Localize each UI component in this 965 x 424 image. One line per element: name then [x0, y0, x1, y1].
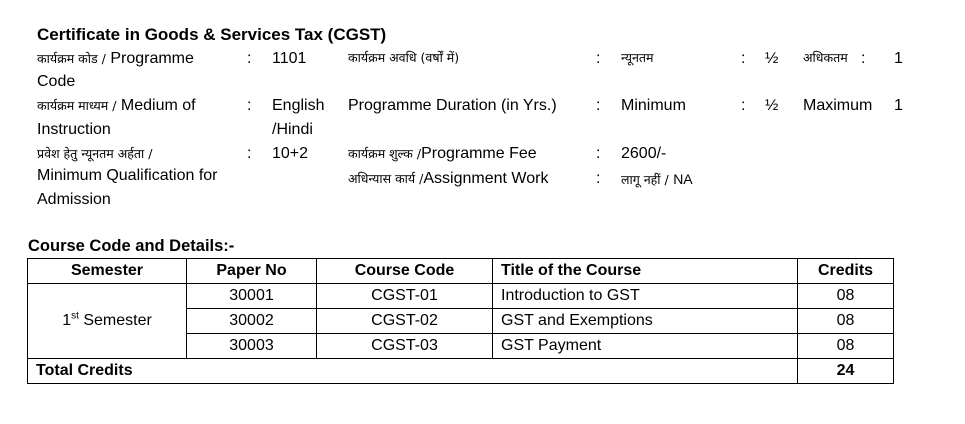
medium-label-cont: Instruction — [37, 121, 111, 138]
colon: : — [596, 50, 601, 67]
qualification-value: 10+2 — [272, 145, 309, 162]
duration-label-en: Programme Duration (in Yrs.) — [348, 97, 557, 114]
colon: : — [596, 170, 601, 187]
page-title: Certificate in Goods & Services Tax (CGST) — [37, 25, 387, 44]
fee-label-en: Programme Fee — [421, 145, 537, 162]
paper-no-cell: 30002 — [187, 309, 317, 334]
semester-suffix: st — [71, 310, 79, 322]
course-section-title: Course Code and Details:- — [28, 237, 235, 255]
fee-label — [348, 142, 537, 166]
duration-min-label-hi: न्यूनतम — [621, 50, 654, 65]
credits-cell: 08 — [798, 334, 894, 359]
total-credits-label: Total Credits — [28, 359, 798, 384]
assignment-value-en: NA — [673, 171, 693, 187]
assignment-label-en: Assignment Work — [423, 170, 549, 187]
assignment-label — [348, 167, 548, 191]
assignment-value — [621, 167, 693, 192]
colon: : — [861, 50, 866, 67]
course-code-cell: CGST-03 — [317, 334, 493, 359]
medium-value: English — [272, 97, 325, 114]
medium-label-hi: कार्यक्रम माध्यम / — [37, 98, 117, 113]
duration-max-value-2: 1 — [894, 97, 903, 114]
header-semester: Semester — [28, 259, 187, 284]
duration-max-label-en: Maximum — [803, 97, 873, 114]
course-code-cell: CGST-01 — [317, 284, 493, 309]
colon: : — [741, 97, 746, 114]
table-header-row — [28, 259, 894, 284]
header-paper-no: Paper No — [187, 259, 317, 284]
duration-min-value: ½ — [765, 50, 779, 67]
colon: : — [596, 97, 601, 114]
total-credits-value: 24 — [798, 359, 894, 384]
colon: : — [247, 97, 252, 114]
course-code-cell: CGST-02 — [317, 309, 493, 334]
duration-max-value: 1 — [894, 50, 903, 67]
programme-code-label-cont: Code — [37, 73, 76, 90]
credits-cell: 08 — [798, 284, 894, 309]
programme-code-label-hi: कार्यक्रम कोड / — [37, 51, 106, 66]
programme-code-label-en: Programme — [110, 50, 194, 67]
course-title-cell: GST Payment — [493, 334, 798, 359]
programme-code-value: 1101 — [272, 50, 307, 67]
fee-value: 2600/- — [621, 145, 667, 162]
header-course-code: Course Code — [317, 259, 493, 284]
medium-label — [37, 94, 196, 118]
programme-code-label — [37, 47, 194, 71]
semester-cell — [28, 284, 187, 359]
assignment-value-hi: लागू नहीं / — [621, 172, 669, 187]
qualification-label-hi: प्रवेश हेतु न्यूनतम अर्हता / — [37, 146, 153, 161]
duration-min-value-2: ½ — [765, 97, 779, 114]
medium-label-en: Medium of — [120, 97, 196, 114]
qualification-label-en-cont: Admission — [37, 191, 111, 208]
total-row — [28, 359, 894, 384]
assignment-label-hi: अधिन्यास कार्य / — [348, 171, 424, 186]
qualification-label-en: Minimum Qualification for — [37, 167, 218, 184]
paper-no-cell: 30001 — [187, 284, 317, 309]
colon: : — [596, 145, 601, 162]
header-credits: Credits — [798, 259, 894, 284]
header-course-title: Title of the Course — [493, 259, 798, 284]
colon: : — [741, 50, 746, 67]
paper-no-cell: 30003 — [187, 334, 317, 359]
semester-number: 1 — [62, 312, 72, 329]
colon: : — [247, 145, 252, 162]
course-title-cell: GST and Exemptions — [493, 309, 798, 334]
course-title-cell: Introduction to GST — [493, 284, 798, 309]
duration-max-label-hi: अधिकतम — [803, 50, 848, 65]
duration-label-hi: कार्यक्रम अवधि (वर्षों में) — [348, 50, 460, 65]
medium-value-cont: /Hindi — [272, 121, 313, 138]
credits-cell: 08 — [798, 309, 894, 334]
semester-text: Semester — [78, 312, 152, 329]
colon: : — [247, 50, 252, 67]
table-row — [28, 284, 894, 309]
duration-min-label-en: Minimum — [621, 97, 686, 114]
course-table — [27, 258, 894, 384]
fee-label-hi: कार्यक्रम शुल्क / — [348, 146, 422, 161]
